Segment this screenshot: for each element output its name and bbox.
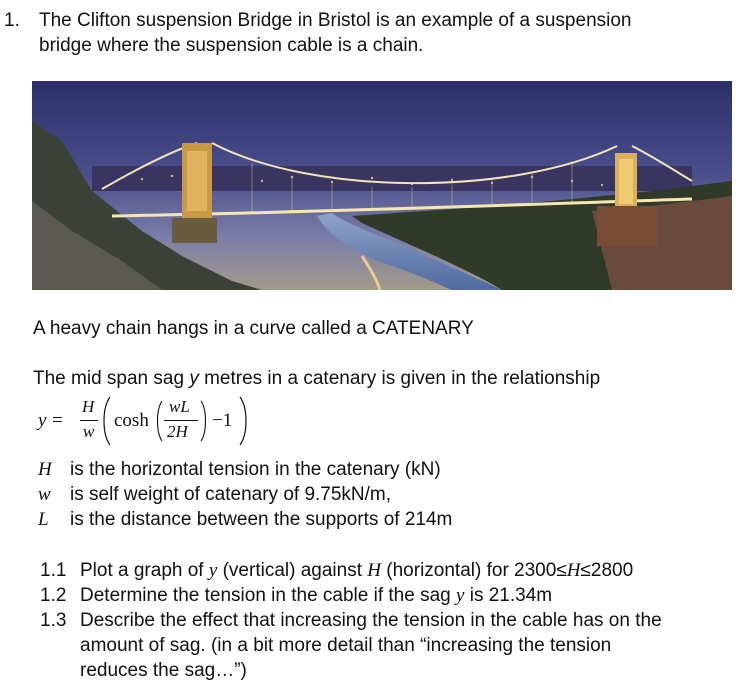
task-1-1-text-d: ≤2800 bbox=[580, 560, 634, 581]
sag-line-var: y bbox=[189, 368, 199, 389]
definition-h bbox=[38, 458, 441, 482]
task-1-1-var-h2: H bbox=[566, 560, 581, 581]
catenary-statement: A heavy chain hangs in a curve called a CATENARY bbox=[33, 318, 474, 339]
right-inner-paren bbox=[199, 400, 209, 442]
task-1-2-text-b: is 21.34m bbox=[464, 585, 553, 606]
definition-w-symbol: w bbox=[38, 484, 51, 505]
task-1-1 bbox=[40, 559, 633, 583]
task-1-1-text-a: Plot a graph of bbox=[80, 560, 209, 581]
left-inner-paren bbox=[154, 400, 164, 442]
catenary-formula bbox=[36, 394, 276, 454]
task-1-2-number: 1.2 bbox=[40, 585, 67, 606]
task-1-2-var-y: y bbox=[456, 585, 465, 606]
task-1-3-line3: reduces the sag…”) bbox=[80, 660, 247, 681]
definition-w-text: is self weight of catenary of 9.75kN/m, bbox=[70, 484, 392, 505]
task-1-1-number: 1.1 bbox=[40, 560, 67, 581]
task-1-1-var-h: H bbox=[367, 560, 381, 581]
question-intro-line2: bridge where the suspension cable is a chain. bbox=[39, 35, 424, 56]
formula-outer-numerator: H bbox=[82, 397, 95, 416]
formula-inner-numerator: wL bbox=[169, 397, 190, 416]
question-intro-line1: The Clifton suspension Bridge in Bristol is an example of a suspension bbox=[39, 10, 632, 31]
definition-l-text: is the distance between the supports of 214m bbox=[70, 509, 453, 530]
right-big-paren bbox=[238, 396, 250, 446]
formula-outer-denominator: w bbox=[83, 422, 95, 441]
task-1-3-number: 1.3 bbox=[40, 610, 67, 631]
left-big-paren bbox=[100, 396, 112, 446]
task-1-1-text-b: (vertical) against bbox=[217, 560, 368, 581]
task-1-2-text-a: Determine the tension in the cable if the sag bbox=[80, 585, 457, 606]
task-1-3 bbox=[40, 609, 744, 633]
task-1-3-line2: amount of sag. (in a bit more detail than “increasing the tension bbox=[80, 635, 612, 656]
task-1-3-line1: Describe the effect that increasing the tension in the cable has on the bbox=[80, 610, 662, 631]
task-1-1-var-y: y bbox=[208, 560, 218, 581]
definition-h-symbol: H bbox=[38, 459, 52, 480]
task-1-2 bbox=[40, 584, 552, 608]
definition-l bbox=[38, 508, 452, 532]
formula-minus-one: −1 bbox=[212, 410, 233, 431]
task-1-1-text-c: (horizontal) for 2300≤ bbox=[381, 560, 567, 581]
definition-l-symbol: L bbox=[38, 509, 49, 530]
sag-relationship-line bbox=[33, 367, 600, 391]
formula-inner-denominator: 2H bbox=[167, 422, 188, 441]
bridge-photo bbox=[32, 81, 732, 290]
formula-inner-fraction-bar bbox=[164, 420, 198, 421]
sag-line-before: The mid span sag bbox=[33, 368, 190, 389]
definition-w bbox=[38, 483, 391, 507]
formula-equals: = bbox=[52, 410, 63, 431]
question-number: 1. bbox=[4, 10, 20, 31]
formula-cosh: cosh bbox=[114, 410, 149, 431]
formula-outer-fraction-bar bbox=[80, 420, 98, 421]
sag-line-after: metres in a catenary is given in the relationship bbox=[198, 368, 601, 389]
formula-lhs: y bbox=[38, 410, 47, 431]
definition-h-text: is the horizontal tension in the catenary (kN) bbox=[70, 459, 441, 480]
